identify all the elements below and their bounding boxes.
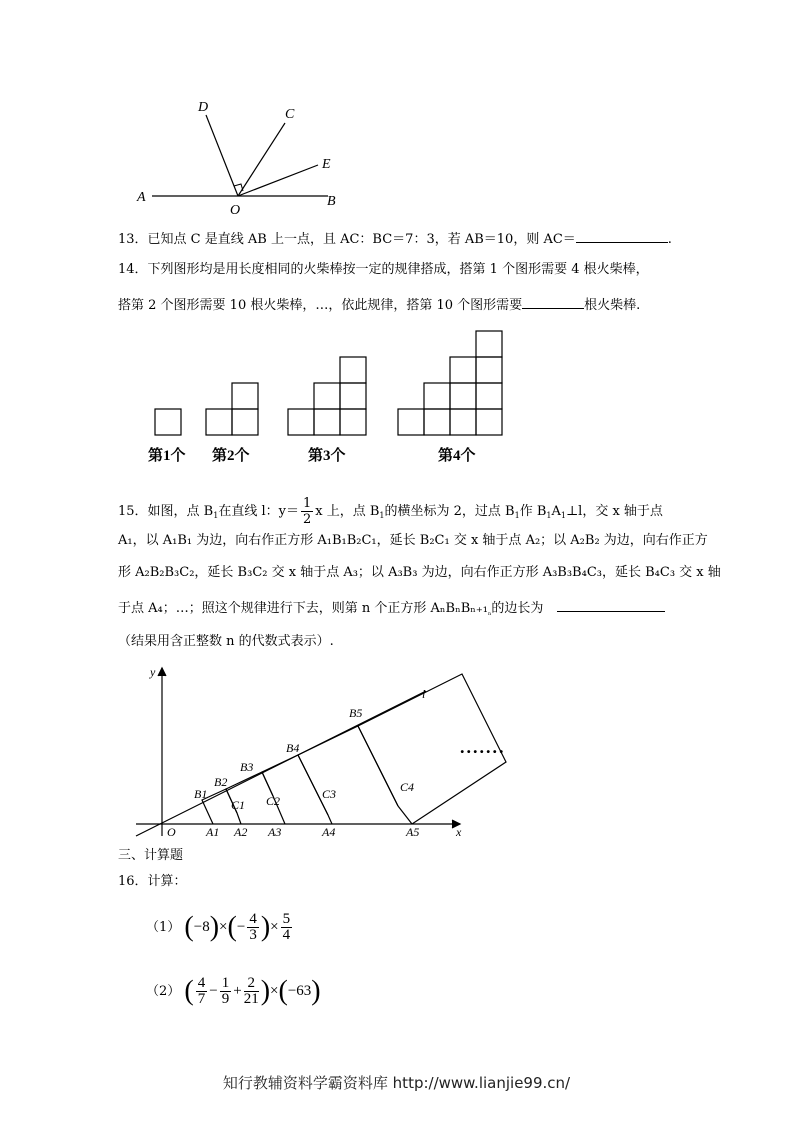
q15-text-c: x 上，点 B bbox=[315, 504, 380, 519]
question-16-part-2 bbox=[146, 969, 321, 1013]
p2-f2-num: 1 bbox=[221, 975, 230, 992]
p1-f2-num: 5 bbox=[282, 911, 291, 928]
p2-f2-den: 9 bbox=[221, 991, 230, 1008]
p1-frac-2 bbox=[281, 912, 293, 943]
square-4 bbox=[298, 726, 398, 815]
question-14-line-2-a: 搭第 2 个图形需要 10 根火柴棒，…，依此规律，搭第 10 个图形需要 bbox=[118, 298, 523, 313]
paren-close-2: ) bbox=[311, 975, 321, 1007]
q15-text-f: A bbox=[551, 504, 561, 519]
q15-text-g: ⊥l，交 x 轴于点 bbox=[565, 504, 663, 519]
pattern-2 bbox=[206, 383, 258, 435]
sub-2: 1 bbox=[379, 511, 385, 520]
question-16-part-1 bbox=[146, 905, 294, 949]
paren-open-2: ( bbox=[278, 975, 288, 1007]
question-15-line-2: A₁，以 A₁B₁ 为边，向右作正方形 A₁B₁B₂C₁，延长 B₂C₁ 交 x 轴于点 A₂；以 A₂B₂ 为边，向右作正方 bbox=[118, 533, 708, 548]
p2-f3-den: 21 bbox=[243, 991, 259, 1008]
label-B1: B1 bbox=[194, 787, 208, 801]
section-3-title: 三、计算题 bbox=[118, 848, 184, 863]
question-13-end: . bbox=[667, 232, 672, 247]
answer-blank-14[interactable] bbox=[522, 295, 584, 309]
p2-frac-1 bbox=[196, 976, 208, 1007]
label-C3: C3 bbox=[322, 787, 337, 801]
label-A3: A3 bbox=[268, 825, 282, 839]
label-l: l bbox=[422, 687, 426, 701]
label-A5: A5 bbox=[406, 825, 420, 839]
paren-close-2: ) bbox=[260, 911, 271, 943]
p2-f1-den: 7 bbox=[197, 991, 206, 1008]
question-13-text: 13．已知点 C 是直线 AB 上一点，且 AC：BC＝7：3，若 AB＝10，则 AC＝ bbox=[118, 232, 576, 247]
caption-3: 第3个 bbox=[308, 448, 346, 464]
pattern-3 bbox=[288, 357, 366, 435]
label-O: O bbox=[230, 203, 241, 218]
question-15-line-1 bbox=[118, 495, 663, 529]
p2-op2: + bbox=[233, 983, 242, 999]
label-x: x bbox=[456, 825, 462, 839]
paren-open: ( bbox=[184, 975, 194, 1007]
label-D: D bbox=[198, 100, 209, 115]
answer-blank-13[interactable] bbox=[576, 229, 668, 243]
question-15-line-3: 形 A₂B₂B₃C₂，延长 B₃C₂ 交 x 轴于点 A₃；以 A₃B₃ 为边，向右作正方形 A₃B₃B₄C₃，延长 B₄C₃ 交 x 轴 bbox=[118, 565, 721, 580]
frac-den: 2 bbox=[302, 512, 312, 527]
label-y: y bbox=[150, 665, 156, 679]
q15-text-b: 在直线 l：y＝ bbox=[218, 504, 299, 519]
p1-f1-den: 3 bbox=[249, 927, 257, 944]
label-B5: B5 bbox=[349, 706, 363, 720]
p1-times-1: × bbox=[219, 919, 228, 935]
label-A: A bbox=[137, 190, 146, 205]
p1-times-2: × bbox=[270, 919, 279, 935]
p1-f1-num: 4 bbox=[249, 911, 257, 928]
p1-f2-den: 4 bbox=[282, 927, 291, 944]
p1-frac-1 bbox=[247, 912, 259, 943]
pattern-1 bbox=[155, 409, 181, 435]
p2-frac-3 bbox=[244, 976, 259, 1007]
sub-4: 1 bbox=[546, 511, 552, 520]
paren-close: ) bbox=[209, 911, 220, 943]
label-C4: C4 bbox=[400, 780, 415, 794]
label-C2: C2 bbox=[266, 794, 281, 808]
caption-2: 第2个 bbox=[212, 448, 250, 464]
q15-line4-a: 于点 A₄；…；照这个规律进行下去，则第 n 个正方形 AₙBₙBₙ₊₁ bbox=[118, 601, 488, 616]
question-14-line-2 bbox=[118, 295, 640, 314]
caption-1: 第1个 bbox=[148, 448, 186, 464]
ray-OC bbox=[238, 123, 285, 196]
paren-open: ( bbox=[184, 911, 194, 943]
q15-text-a: 15．如图，点 B bbox=[118, 504, 214, 519]
footer-watermark: 知行教辅资料学霸资料库 http://www.lianjie99.cn/ bbox=[222, 1074, 571, 1092]
label-A2: A2 bbox=[234, 825, 248, 839]
angle-figure bbox=[130, 95, 360, 220]
paren-open-2: ( bbox=[227, 911, 237, 943]
p1-a: −8 bbox=[193, 919, 210, 935]
p1-minus: − bbox=[236, 919, 246, 935]
q15-line4-sub: ₙ bbox=[487, 608, 492, 617]
q15-line4-c: 的边长为 bbox=[491, 601, 544, 616]
part-2-expression bbox=[184, 975, 321, 1008]
p2-f1-num: 4 bbox=[197, 975, 206, 992]
question-14-line-1: 14．下列图形均是用长度相同的火柴棒按一定的规律搭成，搭第 1 个图形需要 4 根火柴棒， bbox=[118, 262, 649, 277]
label-C1: C1 bbox=[231, 798, 246, 812]
question-15-line-4 bbox=[118, 598, 665, 621]
label-B3: B3 bbox=[240, 760, 254, 774]
part-1-expression bbox=[184, 911, 294, 944]
fraction-one-half bbox=[301, 496, 313, 527]
pattern-4 bbox=[398, 331, 502, 435]
tie-A4 bbox=[328, 815, 332, 824]
part-1-label: （1） bbox=[146, 920, 181, 935]
p2-b: −63 bbox=[287, 983, 312, 999]
matchstick-figure bbox=[140, 325, 520, 470]
p2-frac-2 bbox=[220, 976, 232, 1007]
ray-OE bbox=[238, 165, 318, 196]
sub-5: 1 bbox=[560, 511, 566, 520]
p2-f3-num: 2 bbox=[244, 976, 259, 992]
p2-times: × bbox=[270, 983, 279, 999]
label-A1: A1 bbox=[206, 825, 220, 839]
tie-A2 bbox=[237, 813, 241, 824]
p2-op1: − bbox=[209, 983, 218, 999]
question-15-line-5: （结果用含正整数 n 的代数式表示）. bbox=[118, 634, 334, 649]
y-axis-arrow bbox=[158, 668, 166, 676]
frac-num: 1 bbox=[302, 496, 312, 511]
part-2-label: （2） bbox=[146, 984, 181, 999]
label-A4: A4 bbox=[322, 825, 336, 839]
sub-1: 1 bbox=[213, 511, 219, 520]
sub-3: 1 bbox=[514, 511, 520, 520]
label-B2: B2 bbox=[214, 775, 228, 789]
label-origin: O bbox=[167, 825, 176, 839]
question-13 bbox=[118, 229, 672, 248]
question-14-line-2-b: 根火柴棒. bbox=[584, 298, 641, 313]
label-E: E bbox=[322, 157, 331, 172]
q15-text-d: 的横坐标为 2，过点 B bbox=[384, 504, 515, 519]
ray-OD bbox=[206, 115, 238, 196]
coordinate-figure bbox=[130, 658, 540, 840]
continuation-dots: ....... bbox=[460, 737, 506, 757]
q15-text-e: 作 B bbox=[519, 504, 547, 519]
label-C: C bbox=[285, 107, 295, 122]
label-B4: B4 bbox=[286, 741, 300, 755]
caption-4: 第4个 bbox=[438, 448, 476, 464]
answer-blank-15[interactable] bbox=[557, 598, 665, 612]
paren-close: ) bbox=[260, 975, 271, 1007]
tie-A5 bbox=[398, 806, 412, 824]
label-B: B bbox=[327, 194, 336, 209]
question-16-title: 16．计算： bbox=[118, 874, 187, 889]
